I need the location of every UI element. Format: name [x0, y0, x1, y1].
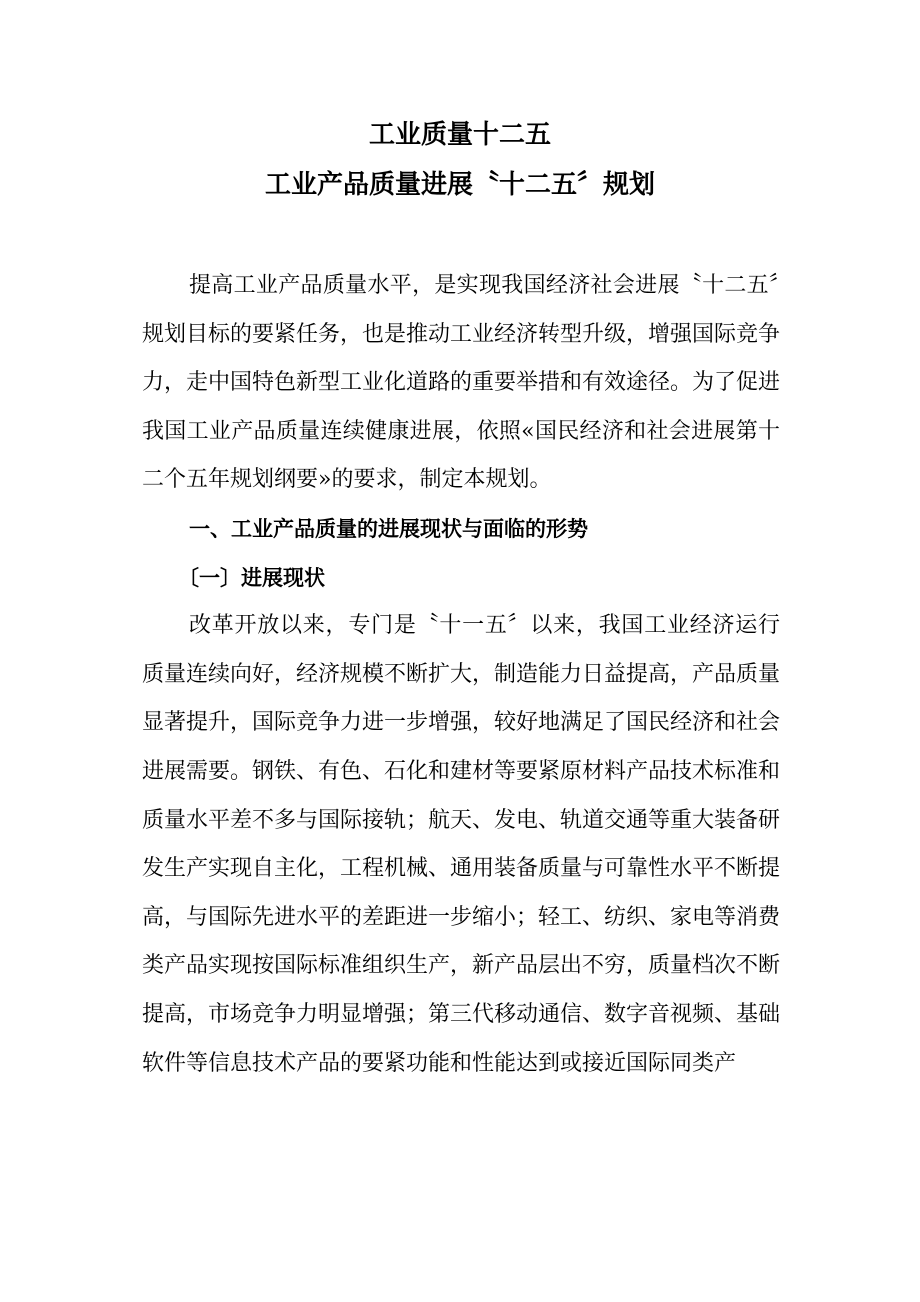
section-heading: 一、工业产品质量的进展现状与面临的形势 [189, 516, 588, 541]
subsection-paragraph: 改革开放以来，专门是〝十一五〞以来，我国工业经济运行质量连续向好，经济规模不断扩大，制造能力日益提高，产品质量显著提升，国际竞争力进一步增强，较好地满足了国民经济和社会进展需要。钢铁、有色、石化和建材等要紧原材料产品技术标准和质量水平差不多与国际接轨；航天、发电、轨道交通等重大装备研发生产实现自主化，工程机械、通用装备质量与可靠性水平不断提高，与国际先进水平的差距进一步缩小；轻工、纺织、家电等消费类产品实现按国际标准组织生产，新产品层出不穷，质量档次不断提高，市场竞争力明显增强；第三代移动通信、数字音视频、基础软件等信息技术产品的要紧功能和性能达到或接近国际同类产 [142, 613, 781, 1076]
subsection-heading: 〔一〕进展现状 [178, 565, 325, 590]
document-body [142, 262, 780, 1088]
intro-paragraph: 提高工业产品质量水平，是实现我国经济社会进展〝十二五〞规划目标的要紧任务，也是推动工业经济转型升级，增强国际竞争力，走中国特色新型工业化道路的重要举措和有效途径。为了促进我国工业产品质量连续健康进展，依照«国民经济和社会进展第十二个五年规划纲要»的要求，制定本规划。 [142, 273, 781, 493]
document-subtitle: 工业产品质量进展〝十二五〞规划 [264, 170, 655, 200]
document-title: 工业质量十二五 [368, 120, 551, 150]
